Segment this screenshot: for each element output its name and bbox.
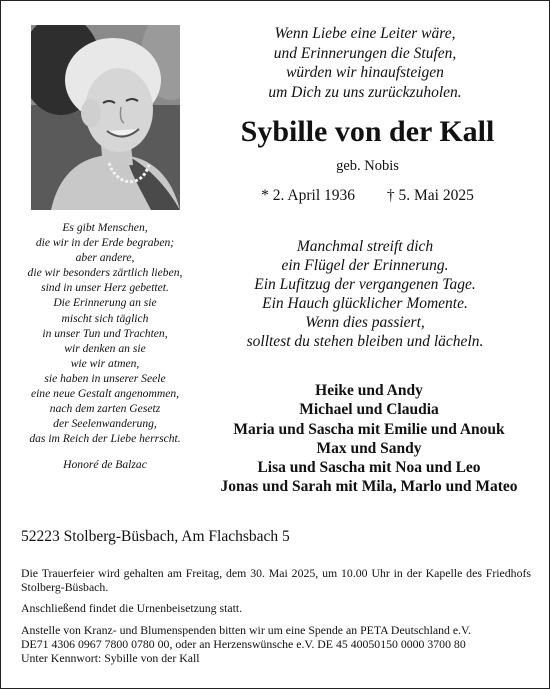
middle-quote-line: solltest du stehen bleiben und lächeln. — [246, 333, 484, 350]
life-dates — [200, 187, 535, 205]
poem-line: mischt sich täglich — [61, 311, 149, 325]
poem-line: sie haben in unserer Seele — [44, 371, 166, 385]
middle-quote — [215, 237, 515, 351]
top-quote-line: um Dich zu uns zurückzuholen. — [268, 83, 462, 101]
poem-line: der Seelenwanderung, — [53, 417, 157, 431]
mourner-entry: Michael und Claudia — [299, 401, 439, 419]
donation-info — [21, 623, 531, 666]
top-quote-line: Wenn Liebe eine Leiter wäre, — [274, 25, 456, 42]
balzac-poem — [10, 220, 200, 473]
middle-quote-line: Wenn dies passiert, — [305, 314, 425, 331]
mourner-entry: Jonas und Sarah mit Mila, Marlo und Mateo — [220, 478, 518, 496]
middle-quote-line: ein Flügel der Erinnerung. — [281, 257, 449, 274]
top-quote — [215, 24, 515, 102]
mourner-entry: Max und Sandy — [316, 439, 422, 457]
poem-line: die wir besonders zärtlich lieben, — [27, 266, 183, 280]
poem-line: nach dem zarten Gesetz — [49, 402, 161, 416]
poem-line: das im Reich der Liebe herrscht. — [29, 432, 181, 446]
burial-info: Anschließend findet die Urnenbeisetzung statt. — [21, 601, 243, 616]
mourner-entry: Maria und Sascha mit Emilie und Anouk — [233, 420, 505, 438]
poem-line: sind in unser Herz gebettet. — [41, 281, 169, 295]
mourner-entry: Lisa und Sascha mit Noa und Leo — [257, 459, 481, 477]
middle-quote-line: Ein Hauch glücklicher Momente. — [262, 295, 468, 312]
mourner-entry: Heike und Andy — [315, 382, 423, 399]
poem-line: in unser Tun und Trachten, — [42, 326, 168, 340]
middle-quote-line: Ein Lufitzug der vergangenen Tage. — [254, 276, 476, 293]
mourning-address: 52223 Stolberg-Büsbach, Am Flachsbach 5 — [21, 528, 290, 545]
poem-line: aber andere, — [75, 251, 135, 265]
portrait-photo — [31, 25, 180, 210]
top-quote-line: würden wir hinaufsteigen — [286, 64, 444, 81]
poem-line: wie wir atmen, — [70, 356, 140, 370]
death-date: † 5. Mai 2025 — [386, 187, 474, 204]
donation-line: Unter Kennwort: Sybille von der Kall — [21, 651, 200, 666]
poem-author: Honoré de Balzac — [63, 458, 147, 472]
service-notes — [21, 566, 531, 672]
mourners-list — [200, 381, 538, 497]
donation-line: Anstelle von Kranz- und Blumenspenden bitten wir um eine Spende an PETA Deutschland e.V. — [21, 622, 471, 637]
poem-line: wir denken an sie — [64, 341, 146, 355]
birth-name: geb. Nobis — [336, 158, 399, 174]
deceased-name: Sybille von der Kall — [240, 115, 495, 148]
funeral-info: Die Trauerfeier wird gehalten am Freitag, dem 30. Mai 2025, um 10.00 Uhr in der Kapelle des Friedhofs Stolberg-Büsbach. — [21, 566, 531, 595]
poem-line: Es gibt Menschen, — [62, 221, 148, 234]
birth-date: * 2. April 1936 — [261, 187, 356, 204]
top-quote-line: und Erinnerungen die Stufen, — [273, 44, 457, 62]
poem-line: die wir in der Erde begraben; — [35, 236, 175, 250]
donation-line: DE71 4306 0967 7800 0780 00, oder an Herzenswünsche e.V. DE 45 40050150 0000 3700 80 — [21, 636, 466, 651]
poem-line: eine neue Gestalt angenommen, — [30, 387, 180, 401]
middle-quote-line: Manchmal streift dich — [296, 238, 434, 255]
poem-line: Die Erinnerung an sie — [53, 296, 157, 310]
